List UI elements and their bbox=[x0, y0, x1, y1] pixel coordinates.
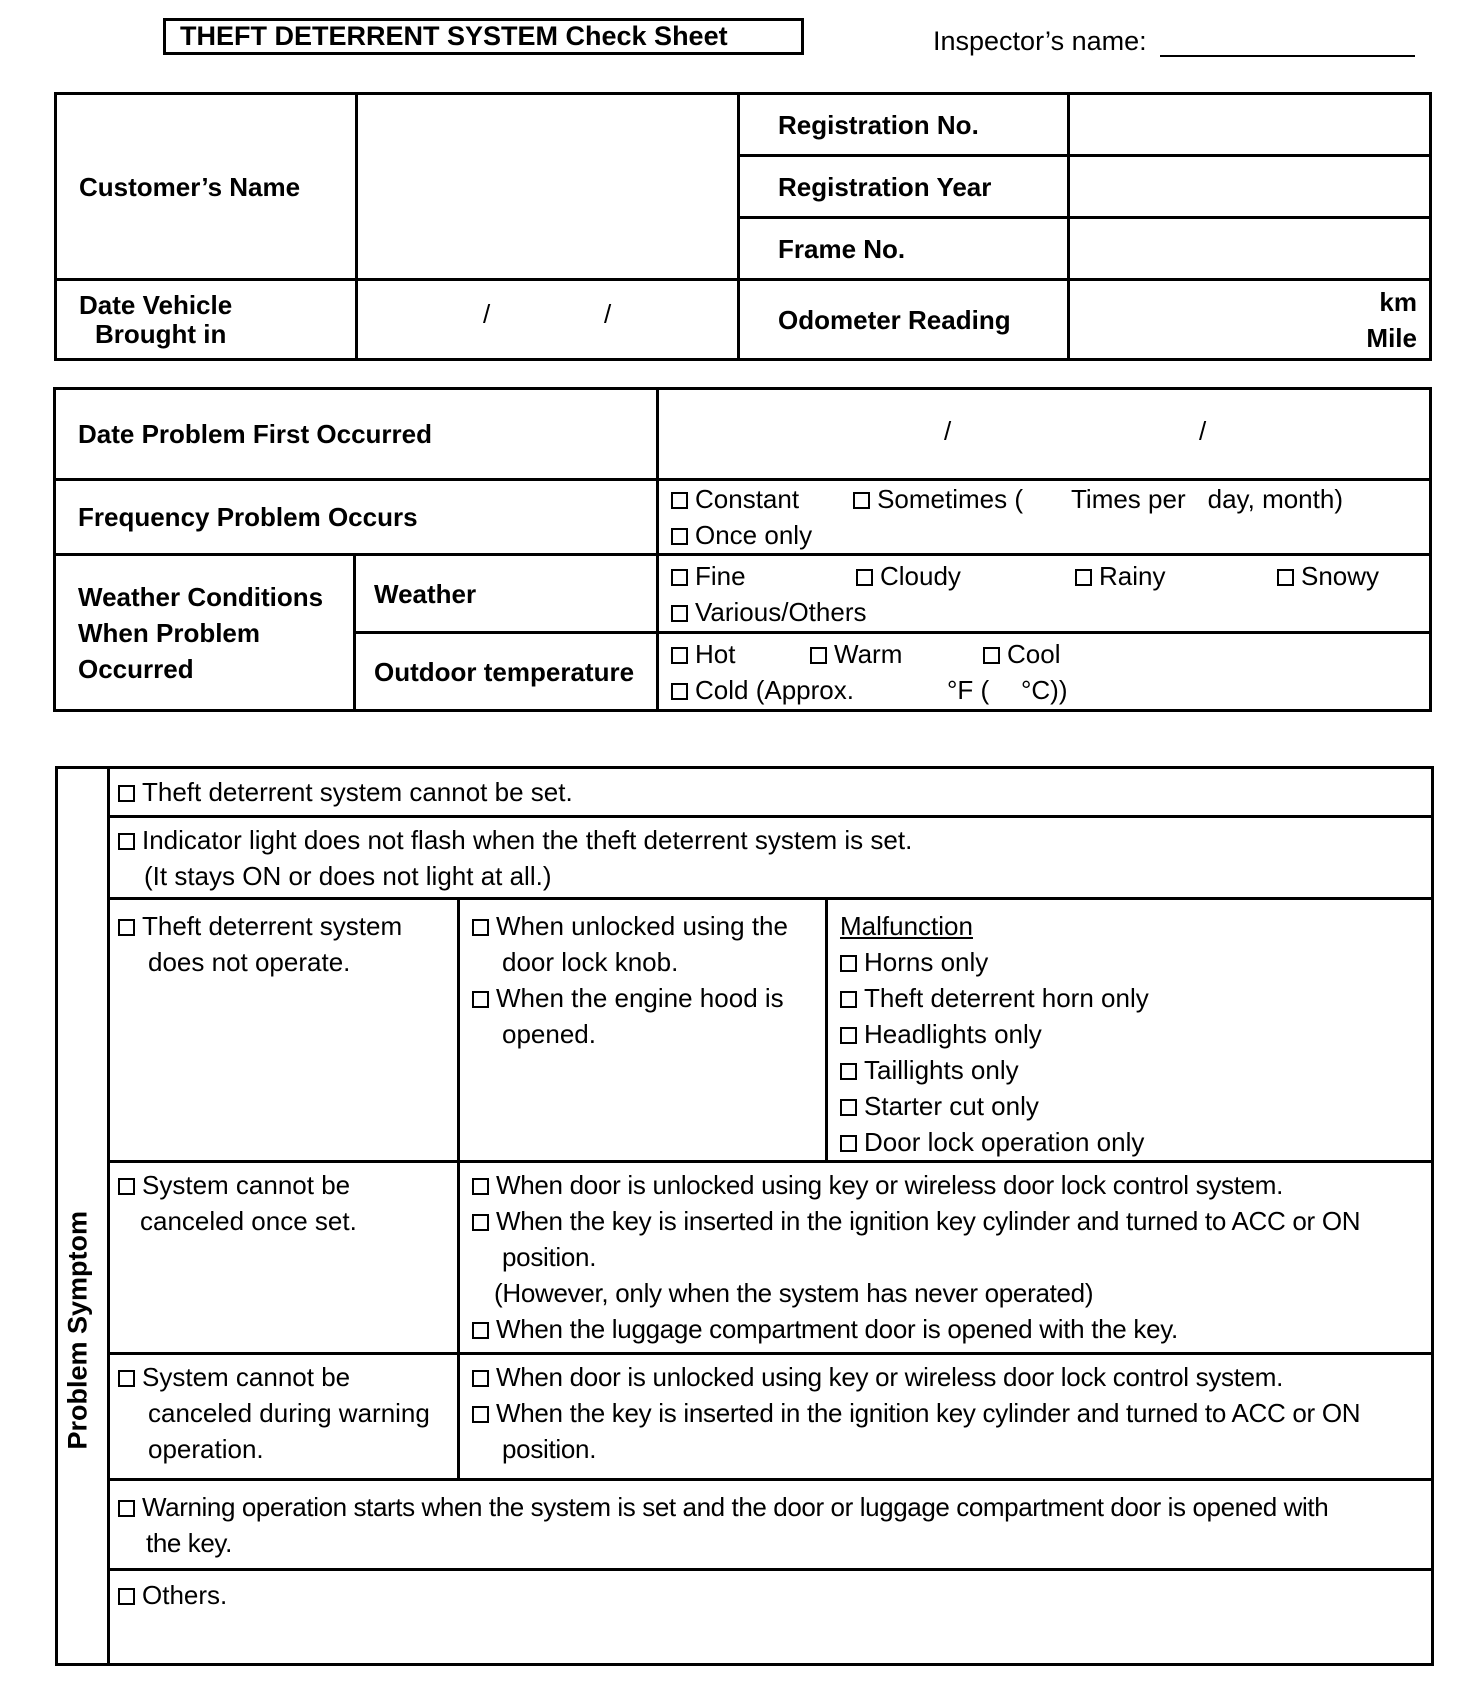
checkbox[interactable] bbox=[472, 1214, 489, 1231]
checkbox[interactable] bbox=[118, 919, 135, 936]
checkbox[interactable] bbox=[118, 785, 135, 802]
checkbox[interactable] bbox=[118, 1588, 135, 1605]
malfunction-door-lock-option[interactable]: Door lock operation only bbox=[840, 1124, 1431, 1160]
frequency-label: Frequency Problem Occurs bbox=[55, 480, 658, 555]
temp-fahrenheit: °F ( bbox=[947, 674, 990, 705]
symptom-indicator[interactable]: Indicator light does not flash when the theft deterrent system is set. (It stays ON or does not light at all.) bbox=[109, 817, 1433, 899]
conditions-table bbox=[53, 387, 1432, 712]
weather-conditions-line-2: When Problem bbox=[78, 617, 261, 648]
customer-name-field[interactable] bbox=[357, 94, 739, 280]
date-brought-label bbox=[56, 280, 357, 360]
freq-sometimes-option[interactable]: Sometimes ( bbox=[853, 484, 1023, 514]
temp-celsius: °C)) bbox=[1021, 674, 1068, 705]
registration-no-label: Registration No. bbox=[739, 94, 1069, 156]
door-unlocked-key-option-2[interactable]: When door is unlocked using key or wireless door lock control system. bbox=[472, 1359, 1431, 1395]
malfunction-options bbox=[827, 899, 1433, 1162]
checkbox[interactable] bbox=[840, 1135, 857, 1152]
checkbox[interactable] bbox=[840, 1063, 857, 1080]
date-separator: / bbox=[483, 299, 491, 329]
freq-day-month: day, month) bbox=[1207, 484, 1343, 514]
symptom-warning-starts[interactable]: Warning operation starts when the system is set and the door or luggage compartment door is opened with the key. bbox=[109, 1480, 1433, 1570]
cancel-warning-conditions: When door is unlocked using key or wireless door lock control system. When the key is inserted in the ignition key cylinder and turned to ACC or ON position. bbox=[459, 1354, 1433, 1480]
date-brought-line-1: Date Vehicle bbox=[79, 289, 233, 320]
weather-snowy-option[interactable]: Snowy bbox=[1277, 558, 1379, 594]
weather-conditions-line-1: Weather Conditions bbox=[78, 581, 324, 612]
malfunction-theft-horn-option[interactable]: Theft deterrent horn only bbox=[840, 980, 1431, 1016]
luggage-key-option[interactable]: When the luggage compartment door is opened with the key. bbox=[472, 1311, 1431, 1347]
inspector-name-field[interactable] bbox=[1160, 55, 1415, 57]
registration-year-field[interactable] bbox=[1069, 156, 1431, 218]
weather-label: Weather bbox=[355, 555, 658, 633]
unit-mile: Mile bbox=[1366, 322, 1417, 353]
weather-options bbox=[658, 555, 1431, 633]
symptom-others[interactable]: Others. bbox=[109, 1570, 1433, 1665]
checkbox[interactable] bbox=[118, 1178, 135, 1195]
not-operate-conditions: When unlocked using the door lock knob. When the engine hood is opened. bbox=[459, 899, 827, 1162]
odometer-label: Odometer Reading bbox=[739, 280, 1069, 360]
inspector-name-label: Inspector’s name: bbox=[933, 26, 1147, 56]
engine-hood-option[interactable]: When the engine hood is bbox=[472, 980, 825, 1016]
checkbox[interactable] bbox=[472, 919, 489, 936]
freq-once-option[interactable]: Once only bbox=[671, 517, 1429, 553]
checkbox[interactable] bbox=[671, 569, 688, 586]
door-unlocked-key-option[interactable]: When door is unlocked using key or wireless door lock control system. bbox=[472, 1167, 1431, 1203]
malfunction-label: Malfunction bbox=[840, 911, 973, 941]
frame-no-field[interactable] bbox=[1069, 218, 1431, 280]
checkbox[interactable] bbox=[983, 647, 1000, 664]
checkbox[interactable] bbox=[671, 647, 688, 664]
weather-fine-option[interactable]: Fine bbox=[671, 558, 746, 594]
symptom-cannot-set[interactable]: Theft deterrent system cannot be set. bbox=[109, 768, 1433, 817]
problem-symptom-side bbox=[57, 768, 109, 1665]
frame-no-label: Frame No. bbox=[739, 218, 1069, 280]
checkbox[interactable] bbox=[840, 1099, 857, 1116]
key-inserted-option[interactable]: When the key is inserted in the ignition key cylinder and turned to ACC or ON bbox=[472, 1203, 1431, 1239]
symptom-cannot-cancel[interactable]: System cannot be canceled once set. bbox=[109, 1162, 459, 1354]
date-first-field[interactable] bbox=[658, 389, 1431, 480]
weather-rainy-option[interactable]: Rainy bbox=[1075, 558, 1165, 594]
checkbox[interactable] bbox=[853, 492, 870, 509]
checkbox[interactable] bbox=[671, 683, 688, 700]
malfunction-headlights-option[interactable]: Headlights only bbox=[840, 1016, 1431, 1052]
page-title: THEFT DETERRENT SYSTEM Check Sheet bbox=[163, 18, 804, 55]
checkbox[interactable] bbox=[671, 605, 688, 622]
checkbox[interactable] bbox=[118, 1500, 135, 1517]
vehicle-info-table bbox=[54, 92, 1432, 361]
checkbox[interactable] bbox=[472, 1322, 489, 1339]
checkbox[interactable] bbox=[671, 528, 688, 545]
checkbox[interactable] bbox=[1277, 569, 1294, 586]
freq-constant-option[interactable]: Constant bbox=[671, 484, 799, 514]
checkbox[interactable] bbox=[810, 647, 827, 664]
unit-km: km bbox=[1379, 286, 1417, 317]
malfunction-starter-cut-option[interactable]: Starter cut only bbox=[840, 1088, 1431, 1124]
weather-various-option[interactable]: Various/Others bbox=[671, 594, 1429, 630]
outdoor-temp-label: Outdoor temperature bbox=[355, 633, 658, 711]
checkbox[interactable] bbox=[840, 955, 857, 972]
key-inserted-option-2[interactable]: When the key is inserted in the ignition key cylinder and turned to ACC or ON bbox=[472, 1395, 1431, 1431]
checkbox[interactable] bbox=[840, 1027, 857, 1044]
customer-name-label: Customer’s Name bbox=[56, 94, 357, 280]
problem-symptom-table bbox=[55, 766, 1434, 1666]
checkbox[interactable] bbox=[856, 569, 873, 586]
checkbox[interactable] bbox=[472, 1406, 489, 1423]
unlocked-knob-option[interactable]: When unlocked using the bbox=[472, 908, 825, 944]
date-brought-line-2: Brought in bbox=[95, 318, 227, 349]
checkbox[interactable] bbox=[1075, 569, 1092, 586]
malfunction-taillights-option[interactable]: Taillights only bbox=[840, 1052, 1431, 1088]
date-brought-field[interactable] bbox=[357, 280, 739, 360]
freq-times-per: Times per bbox=[1071, 484, 1186, 514]
however-note: (However, only when the system has never operated) bbox=[494, 1278, 1094, 1308]
temp-warm-option[interactable]: Warm bbox=[810, 636, 902, 672]
date-first-label: Date Problem First Occurred bbox=[55, 389, 658, 480]
registration-year-label: Registration Year bbox=[739, 156, 1069, 218]
checkbox[interactable] bbox=[472, 991, 489, 1008]
checkbox[interactable] bbox=[472, 1370, 489, 1387]
checkbox[interactable] bbox=[840, 991, 857, 1008]
weather-conditions-line-3: Occurred bbox=[78, 653, 194, 684]
temp-cool-option[interactable]: Cool bbox=[983, 636, 1060, 672]
temperature-options bbox=[658, 633, 1431, 711]
checkbox[interactable] bbox=[118, 833, 135, 850]
problem-symptom-label: Problem Symptom bbox=[62, 1210, 93, 1450]
odometer-field[interactable] bbox=[1069, 280, 1431, 360]
temp-hot-option[interactable]: Hot bbox=[671, 636, 735, 672]
checkbox[interactable] bbox=[118, 1370, 135, 1387]
weather-conditions-label bbox=[55, 555, 355, 711]
temp-cold-option[interactable]: Cold (Approx. bbox=[671, 672, 854, 708]
frequency-row-1 bbox=[671, 481, 1429, 517]
date-separator: / bbox=[1199, 416, 1207, 446]
registration-no-field[interactable] bbox=[1069, 94, 1431, 156]
malfunction-horns-option[interactable]: Horns only bbox=[840, 944, 1431, 980]
cannot-cancel-conditions: When door is unlocked using key or wireless door lock control system. When the key is inserted in the ignition key cylinder and turned to ACC or ON position. (However, only when the system has never operated) When the luggage compartment door is opened with the key. bbox=[459, 1162, 1433, 1354]
date-separator: / bbox=[604, 299, 612, 329]
frequency-options bbox=[658, 480, 1431, 555]
checkbox[interactable] bbox=[671, 492, 688, 509]
checkbox[interactable] bbox=[472, 1178, 489, 1195]
symptom-not-operate[interactable]: Theft deterrent system does not operate. bbox=[109, 899, 459, 1162]
symptom-cancel-during-warning[interactable]: System cannot be canceled during warning operation. bbox=[109, 1354, 459, 1480]
weather-cloudy-option[interactable]: Cloudy bbox=[856, 558, 961, 594]
date-separator: / bbox=[944, 416, 952, 446]
